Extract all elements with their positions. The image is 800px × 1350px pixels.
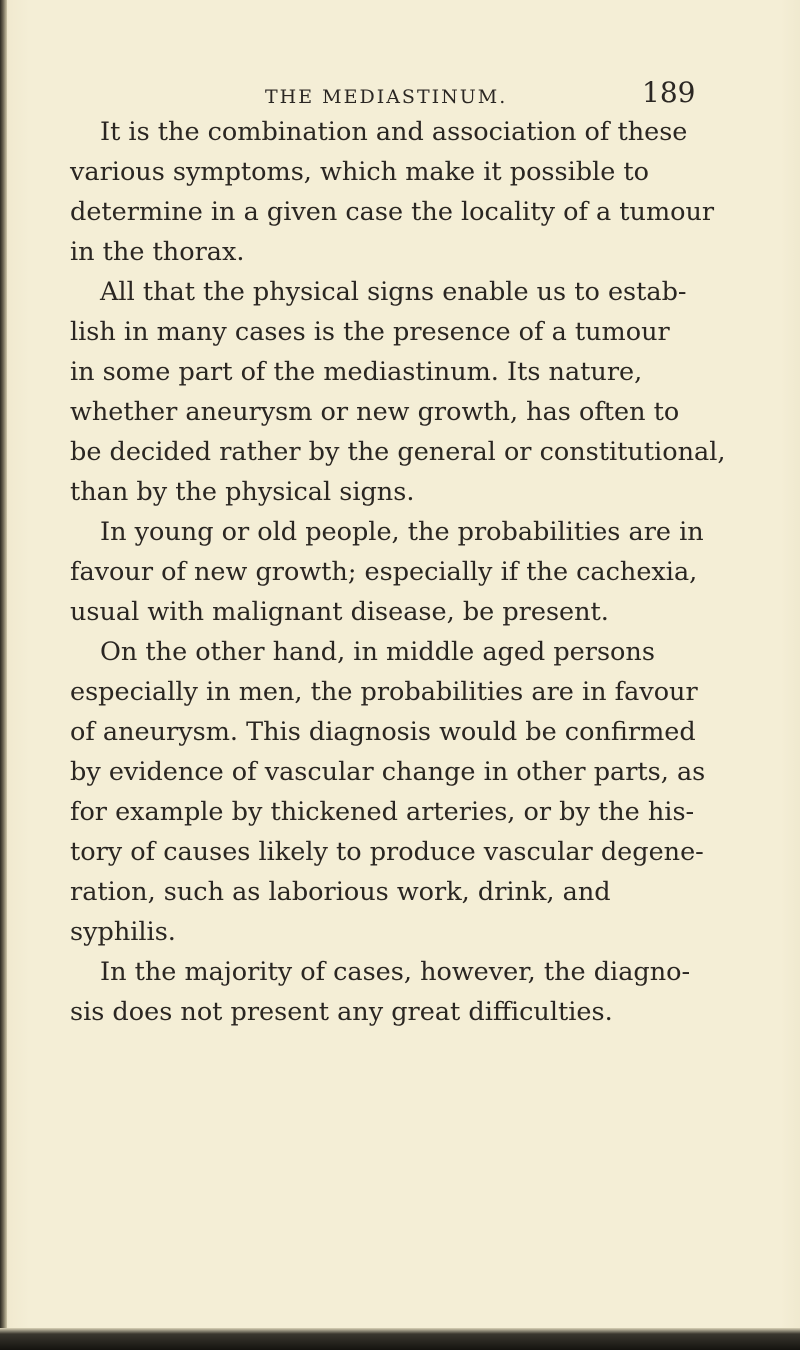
- text-line: be decided rather by the general or constitutional,: [70, 437, 726, 467]
- body-text: [70, 112, 726, 1032]
- text-line: in some part of the mediastinum. Its nature,: [70, 357, 643, 387]
- text-line: than by the physical signs.: [70, 477, 415, 507]
- page-number: 189: [642, 76, 696, 109]
- text-line: On the other hand, in middle aged persons: [100, 637, 655, 667]
- text-line: ration, such as laborious work, drink, and: [70, 877, 611, 907]
- text-line: All that the physical signs enable us to estab-: [100, 277, 687, 307]
- text-line: especially in men, the probabilities are in favour: [70, 677, 698, 707]
- text-line: In young or old people, the probabilities are in: [100, 517, 704, 547]
- text-line: whether aneurysm or new growth, has often to: [70, 397, 680, 427]
- text-line: of aneurysm. This diagnosis would be confirmed: [70, 717, 696, 747]
- text-line: sis does not present any great difficulties.: [70, 997, 613, 1027]
- text-line: by evidence of vascular change in other parts, as: [70, 757, 706, 787]
- text-line: for example by thickened arteries, or by the his-: [70, 797, 695, 827]
- page-bottom-edge: [0, 1328, 800, 1350]
- text-line: in the thorax.: [70, 237, 245, 267]
- running-head: THE MEDIASTINUM.: [265, 86, 508, 108]
- text-line: various symptoms, which make it possible to: [70, 157, 650, 187]
- text-line: determine in a given case the locality of a tumour: [70, 197, 715, 227]
- text-line: lish in many cases is the presence of a tumour: [70, 317, 670, 347]
- text-line: usual with malignant disease, be present.: [70, 597, 609, 627]
- text-line: syphilis.: [70, 917, 176, 947]
- page-binding-edge: [0, 0, 7, 1328]
- text-line: tory of causes likely to produce vascular degene-: [70, 837, 704, 867]
- text-line: In the majority of cases, however, the diagno-: [100, 957, 691, 987]
- text-line: favour of new growth; especially if the cachexia,: [70, 557, 698, 587]
- text-line: It is the combination and association of these: [100, 117, 688, 147]
